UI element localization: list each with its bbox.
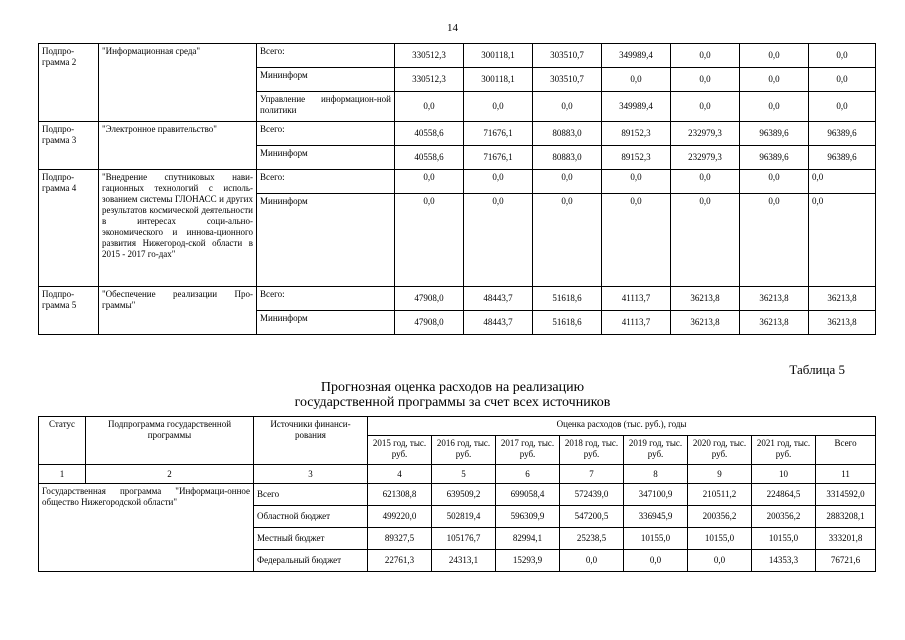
funding-source: Всего: xyxy=(257,170,395,194)
program-name: Государственная программа "Информаци-онное общество Нижегородской области" xyxy=(39,484,254,572)
value-cell: 36213,8 xyxy=(809,311,876,335)
value-cell: 80883,0 xyxy=(533,122,602,146)
value-cell: 0,0 xyxy=(395,194,464,287)
value-cell: 0,0 xyxy=(740,44,809,68)
value-cell: 96389,6 xyxy=(740,146,809,170)
value-cell: 36213,8 xyxy=(671,287,740,311)
value-cell: 0,0 xyxy=(809,68,876,92)
value-cell: 96389,6 xyxy=(809,122,876,146)
value-cell: 71676,1 xyxy=(464,122,533,146)
page-number: 14 xyxy=(447,22,458,34)
value-cell: 200356,2 xyxy=(688,506,752,528)
value-cell: 210511,2 xyxy=(688,484,752,506)
column-index: 7 xyxy=(560,465,624,484)
column-index: 10 xyxy=(752,465,816,484)
value-cell: 48443,7 xyxy=(464,311,533,335)
value-cell: 47908,0 xyxy=(395,287,464,311)
value-cell: 0,0 xyxy=(740,92,809,122)
column-index: 4 xyxy=(368,465,432,484)
value-cell: 80883,0 xyxy=(533,146,602,170)
funding-source: Мининформ xyxy=(257,146,395,170)
expenses-table-continued xyxy=(38,43,876,335)
header-estimate: Оценка расходов (тыс. руб.), годы xyxy=(368,417,876,436)
value-cell: 0,0 xyxy=(602,68,671,92)
subprogram-label: Подпро-грамма 3 xyxy=(39,122,99,170)
column-index: 6 xyxy=(496,465,560,484)
value-cell: 0,0 xyxy=(809,44,876,68)
value-cell: 36213,8 xyxy=(809,287,876,311)
table-row xyxy=(39,287,876,311)
subprogram-label: Подпро-грамма 5 xyxy=(39,287,99,335)
value-cell: 40558,6 xyxy=(395,122,464,146)
value-cell: 0,0 xyxy=(395,92,464,122)
value-cell: 621308,8 xyxy=(368,484,432,506)
value-cell: 502819,4 xyxy=(432,506,496,528)
value-cell: 0,0 xyxy=(809,194,876,287)
value-cell: 71676,1 xyxy=(464,146,533,170)
table-title xyxy=(0,380,905,410)
table-title-line1: Прогнозная оценка расходов на реализацию xyxy=(320,380,585,395)
value-cell: 0,0 xyxy=(602,170,671,194)
value-cell: 2883208,1 xyxy=(816,506,876,528)
value-cell: 0,0 xyxy=(688,550,752,572)
table-row xyxy=(39,484,876,506)
funding-source: Мининформ xyxy=(257,68,395,92)
header-year: 2019 год, тыс. руб. xyxy=(624,436,688,465)
value-cell: 14353,3 xyxy=(752,550,816,572)
value-cell: 0,0 xyxy=(671,194,740,287)
value-cell: 0,0 xyxy=(395,170,464,194)
value-cell: 0,0 xyxy=(464,194,533,287)
value-cell: 0,0 xyxy=(809,170,876,194)
value-cell: 0,0 xyxy=(671,92,740,122)
header-status: Статус xyxy=(39,417,86,465)
header-year: 2015 год, тыс. руб. xyxy=(368,436,432,465)
subprogram-label: Подпро-грамма 2 xyxy=(39,44,99,122)
table-label: Таблица 5 xyxy=(789,362,845,377)
value-cell: 0,0 xyxy=(533,92,602,122)
value-cell: 499220,0 xyxy=(368,506,432,528)
value-cell: 347100,9 xyxy=(624,484,688,506)
header-year: 2018 год, тыс. руб. xyxy=(560,436,624,465)
value-cell: 0,0 xyxy=(740,68,809,92)
value-cell: 232979,3 xyxy=(671,122,740,146)
column-index: 11 xyxy=(816,465,876,484)
subprogram-label: Подпро-грамма 4 xyxy=(39,170,99,287)
value-cell: 25238,5 xyxy=(560,528,624,550)
value-cell: 41113,7 xyxy=(602,287,671,311)
value-cell: 40558,6 xyxy=(395,146,464,170)
value-cell: 232979,3 xyxy=(671,146,740,170)
value-cell: 336945,9 xyxy=(624,506,688,528)
value-cell: 596309,9 xyxy=(496,506,560,528)
subprogram-name: "Внедрение спутниковых нави-гационных технологий с исполь-зованием системы ГЛОНАСС и других результатов космической деятельности в интересах соци-ально-экономического и иннова-ционного развития Нижегород-ской области в 2015 - 2017 го-дах" xyxy=(99,170,257,287)
value-cell: 0,0 xyxy=(671,170,740,194)
forecast-table xyxy=(38,416,876,572)
value-cell: 200356,2 xyxy=(752,506,816,528)
funding-source: Всего: xyxy=(257,44,395,68)
value-cell: 0,0 xyxy=(624,550,688,572)
value-cell: 82994,1 xyxy=(496,528,560,550)
value-cell: 3314592,0 xyxy=(816,484,876,506)
value-cell: 51618,6 xyxy=(533,311,602,335)
value-cell: 0,0 xyxy=(464,170,533,194)
value-cell: 10155,0 xyxy=(688,528,752,550)
value-cell: 349989,4 xyxy=(602,44,671,68)
table-row xyxy=(39,122,876,146)
value-cell: 10155,0 xyxy=(624,528,688,550)
value-cell: 0,0 xyxy=(464,92,533,122)
value-cell: 0,0 xyxy=(533,170,602,194)
table-row xyxy=(39,170,876,194)
value-cell: 547200,5 xyxy=(560,506,624,528)
value-cell: 0,0 xyxy=(809,92,876,122)
header-year: 2017 год, тыс. руб. xyxy=(496,436,560,465)
funding-source: Федеральный бюджет xyxy=(254,550,368,572)
table-row xyxy=(39,44,876,68)
value-cell: 24313,1 xyxy=(432,550,496,572)
funding-source: Управление информацион-ной политики xyxy=(257,92,395,122)
value-cell: 303510,7 xyxy=(533,44,602,68)
value-cell: 89327,5 xyxy=(368,528,432,550)
table-title-line2: государственной программы за счет всех источников xyxy=(294,395,611,410)
value-cell: 47908,0 xyxy=(395,311,464,335)
value-cell: 572439,0 xyxy=(560,484,624,506)
value-cell: 76721,6 xyxy=(816,550,876,572)
value-cell: 639509,2 xyxy=(432,484,496,506)
value-cell: 699058,4 xyxy=(496,484,560,506)
header-year: Всего xyxy=(816,436,876,465)
value-cell: 330512,3 xyxy=(395,68,464,92)
funding-source: Мининформ xyxy=(257,194,395,287)
column-index: 8 xyxy=(624,465,688,484)
value-cell: 0,0 xyxy=(671,44,740,68)
value-cell: 303510,7 xyxy=(533,68,602,92)
value-cell: 0,0 xyxy=(740,170,809,194)
column-index: 2 xyxy=(86,465,254,484)
funding-source: Всего xyxy=(254,484,368,506)
header-sources: Источники финанси-рования xyxy=(254,417,368,465)
header-year: 2016 год, тыс. руб. xyxy=(432,436,496,465)
value-cell: 224864,5 xyxy=(752,484,816,506)
value-cell: 300118,1 xyxy=(464,44,533,68)
value-cell: 36213,8 xyxy=(671,311,740,335)
value-cell: 51618,6 xyxy=(533,287,602,311)
value-cell: 89152,3 xyxy=(602,146,671,170)
value-cell: 349989,4 xyxy=(602,92,671,122)
value-cell: 89152,3 xyxy=(602,122,671,146)
funding-source: Всего: xyxy=(257,122,395,146)
header-subprogram: Подпрограмма государственной программы xyxy=(86,417,254,465)
value-cell: 330512,3 xyxy=(395,44,464,68)
value-cell: 22761,3 xyxy=(368,550,432,572)
value-cell: 0,0 xyxy=(740,194,809,287)
subprogram-name: "Обеспечение реализации Про-граммы" xyxy=(99,287,257,335)
value-cell: 0,0 xyxy=(671,68,740,92)
value-cell: 333201,8 xyxy=(816,528,876,550)
value-cell: 96389,6 xyxy=(809,146,876,170)
value-cell: 48443,7 xyxy=(464,287,533,311)
value-cell: 0,0 xyxy=(560,550,624,572)
value-cell: 105176,7 xyxy=(432,528,496,550)
header-year: 2021 год, тыс. руб. xyxy=(752,436,816,465)
subprogram-name: "Электронное правительство" xyxy=(99,122,257,170)
funding-source: Местный бюджет xyxy=(254,528,368,550)
header-year: 2020 год, тыс. руб. xyxy=(688,436,752,465)
funding-source: Областной бюджет xyxy=(254,506,368,528)
value-cell: 15293,9 xyxy=(496,550,560,572)
value-cell: 96389,6 xyxy=(740,122,809,146)
subprogram-name: "Информационная среда" xyxy=(99,44,257,122)
value-cell: 36213,8 xyxy=(740,311,809,335)
value-cell: 41113,7 xyxy=(602,311,671,335)
value-cell: 0,0 xyxy=(533,194,602,287)
value-cell: 300118,1 xyxy=(464,68,533,92)
value-cell: 10155,0 xyxy=(752,528,816,550)
value-cell: 36213,8 xyxy=(740,287,809,311)
value-cell: 0,0 xyxy=(602,194,671,287)
column-index: 9 xyxy=(688,465,752,484)
column-index: 3 xyxy=(254,465,368,484)
funding-source: Мининформ xyxy=(257,311,395,335)
column-index: 1 xyxy=(39,465,86,484)
column-index: 5 xyxy=(432,465,496,484)
funding-source: Всего: xyxy=(257,287,395,311)
